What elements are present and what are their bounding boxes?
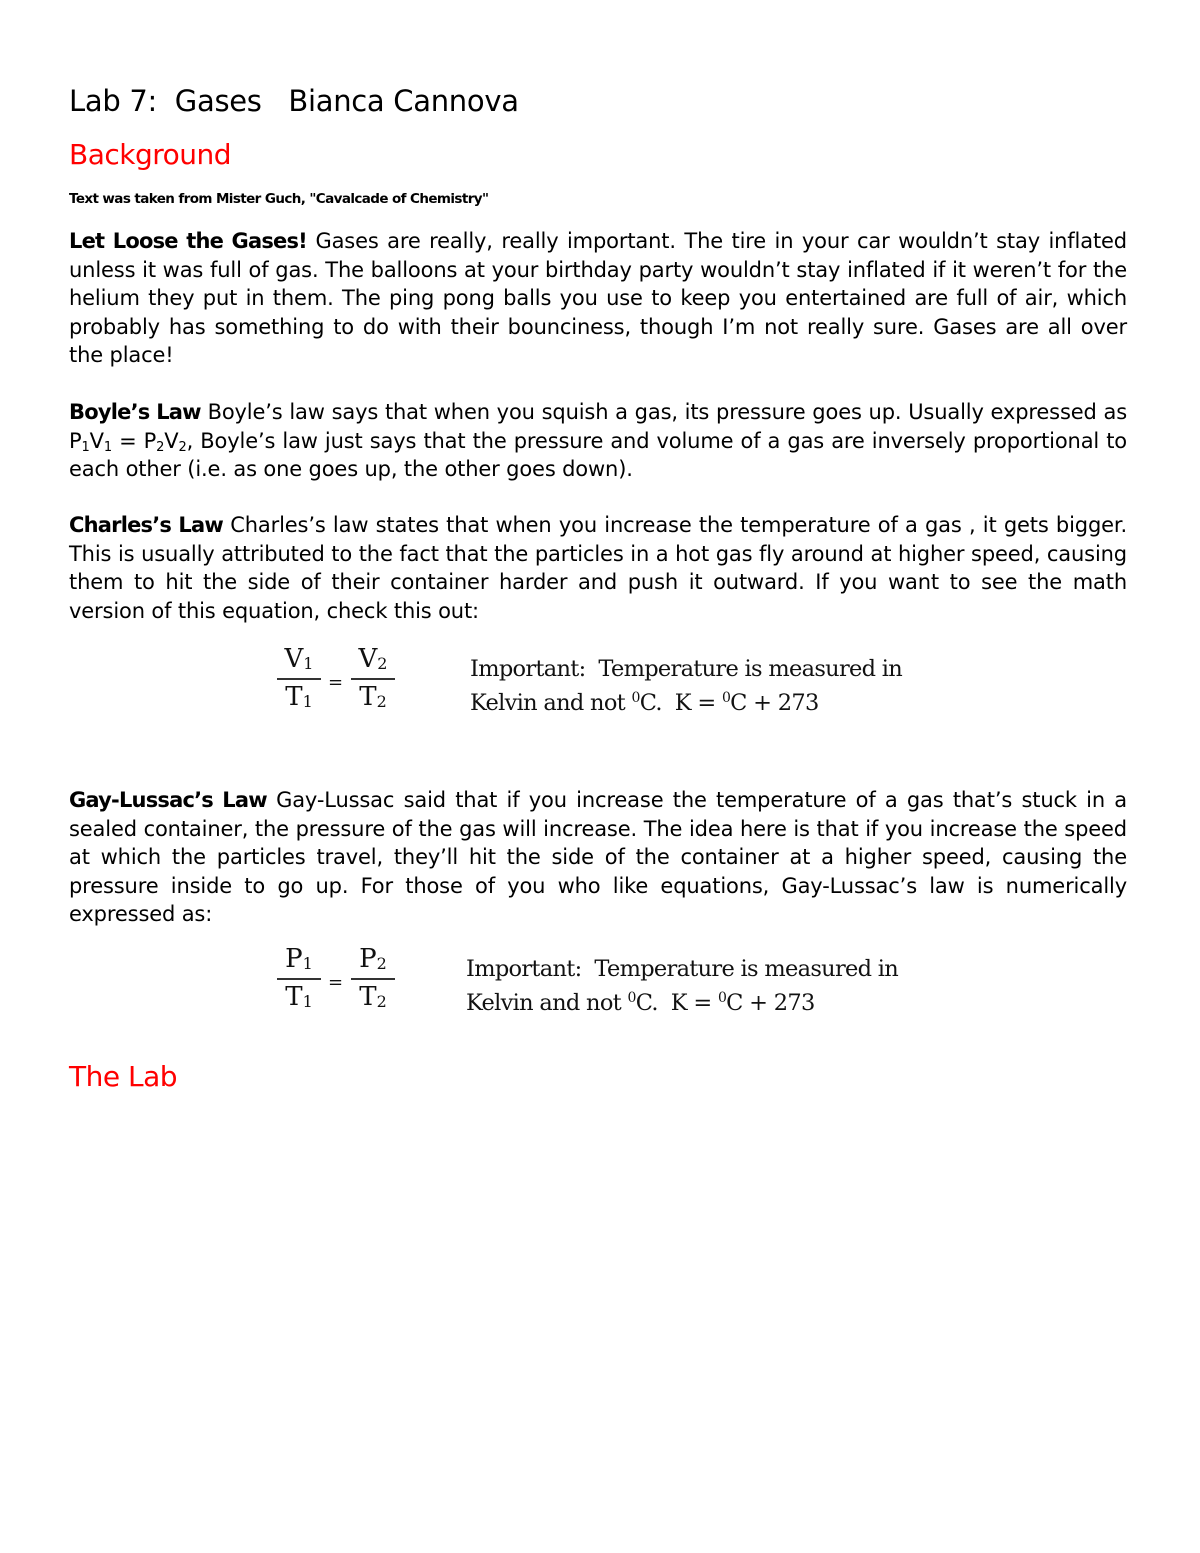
equals-text: = P (111, 428, 157, 453)
fraction-right (350, 944, 396, 1016)
subscript: 2 (377, 654, 388, 673)
numerator (276, 944, 322, 978)
paragraph-body: , Boyle’s law just says that the pressure and volume of a gas are inversely proportional to each other (i.e. as one goes up, the other goes down). (69, 428, 1127, 482)
paragraph-lead: Gay-Lussac’s Law (69, 788, 267, 812)
paragraph-body: Boyle’s law says that when you squish a gas, its pressure goes up. Usually expressed as P (69, 400, 1127, 453)
paragraph-lead: Charles’s Law (69, 513, 223, 537)
paragraph-boyle (69, 398, 1127, 484)
note-text: C. K = (639, 690, 722, 716)
note-line: Important: Temperature is measured in (470, 656, 903, 682)
symbol: P (285, 944, 303, 974)
subscript: 2 (376, 692, 387, 711)
note-text: Kelvin and not (470, 690, 632, 716)
symbol: V (284, 644, 304, 674)
equation-note (466, 952, 898, 1020)
paragraph-lead: Let Loose the Gases! (69, 229, 307, 253)
fraction-right (350, 644, 396, 716)
subscript: 2 (156, 439, 165, 455)
symbol: P (359, 944, 377, 974)
subscript: 1 (302, 692, 313, 711)
numerator (350, 644, 396, 678)
symbol: T (285, 682, 303, 712)
equation-note (470, 652, 902, 720)
numerator (276, 644, 322, 678)
source-note: Text was taken from Mister Guch, "Cavalcade of Chemistry" (69, 191, 489, 207)
superscript: 0 (721, 690, 731, 706)
denominator (276, 980, 322, 1016)
subscript: 1 (81, 439, 90, 455)
symbol: T (285, 982, 303, 1012)
note-line: Important: Temperature is measured in (466, 956, 899, 982)
symbol: T (359, 982, 377, 1012)
denominator (350, 980, 396, 1016)
paragraph-body: Gay-Lussac said that if you increase the temperature of a gas that’s stuck in a sealed container, the pressure of the gas will increase. The idea here is that if you increase the speed at which the particles travel, they’ll hit the side of the container at a higher speed, causing the pressure inside to go up. For those of you who like equations, Gay-Lussac’s law is numerically expressed as: (69, 788, 1127, 927)
subscript: 1 (103, 439, 112, 455)
subscript: 2 (376, 954, 387, 973)
superscript: 0 (631, 690, 640, 706)
subscript: 1 (302, 954, 313, 973)
page-title: Lab 7: Gases Bianca Cannova (69, 84, 519, 118)
section-heading-the-lab: The Lab (69, 1060, 178, 1093)
subscript: 2 (376, 992, 387, 1011)
fraction-left (276, 644, 322, 716)
equals-sign: = (328, 672, 344, 693)
variable: V (89, 428, 104, 453)
paragraph-gay-lussac (69, 786, 1127, 929)
numerator (350, 944, 396, 978)
note-text: Kelvin and not (466, 990, 628, 1016)
note-text: C + 273 (726, 990, 815, 1016)
section-heading-background: Background (69, 138, 232, 171)
fraction-left (276, 944, 322, 1016)
paragraph-lead: Boyle’s Law (69, 400, 201, 424)
denominator (276, 680, 322, 716)
denominator (350, 680, 396, 716)
paragraph-gases (69, 227, 1127, 370)
subscript: 2 (178, 439, 187, 455)
symbol: T (359, 682, 377, 712)
paragraph-charles (69, 511, 1127, 625)
variable: V (164, 428, 179, 453)
subscript: 1 (303, 654, 314, 673)
paragraph-body: Gases are really, really important. The tire in your car wouldn’t stay inflated unless it was full of gas. The balloons at your birthday party wouldn’t stay inflated if it weren’t for the helium they put in them. The ping pong balls you use to keep you entertained are full of air, which probably has something to do with their bounciness, though I’m not really sure. Gases are all over the place! (69, 229, 1127, 368)
symbol: V (358, 644, 378, 674)
paragraph-body: Charles’s law states that when you increase the temperature of a gas , it gets bigger. This is usually attributed to the fact that the particles in a hot gas fly around at higher speed, causing them to hit the side of their container harder and push it outward. If you want to see the math version of this equation, check this out: (69, 513, 1128, 623)
superscript: 0 (717, 990, 727, 1006)
note-text: C. K = (635, 990, 718, 1016)
superscript: 0 (627, 990, 636, 1006)
equals-sign: = (328, 972, 344, 993)
subscript: 1 (302, 992, 313, 1011)
note-text: C + 273 (730, 690, 819, 716)
